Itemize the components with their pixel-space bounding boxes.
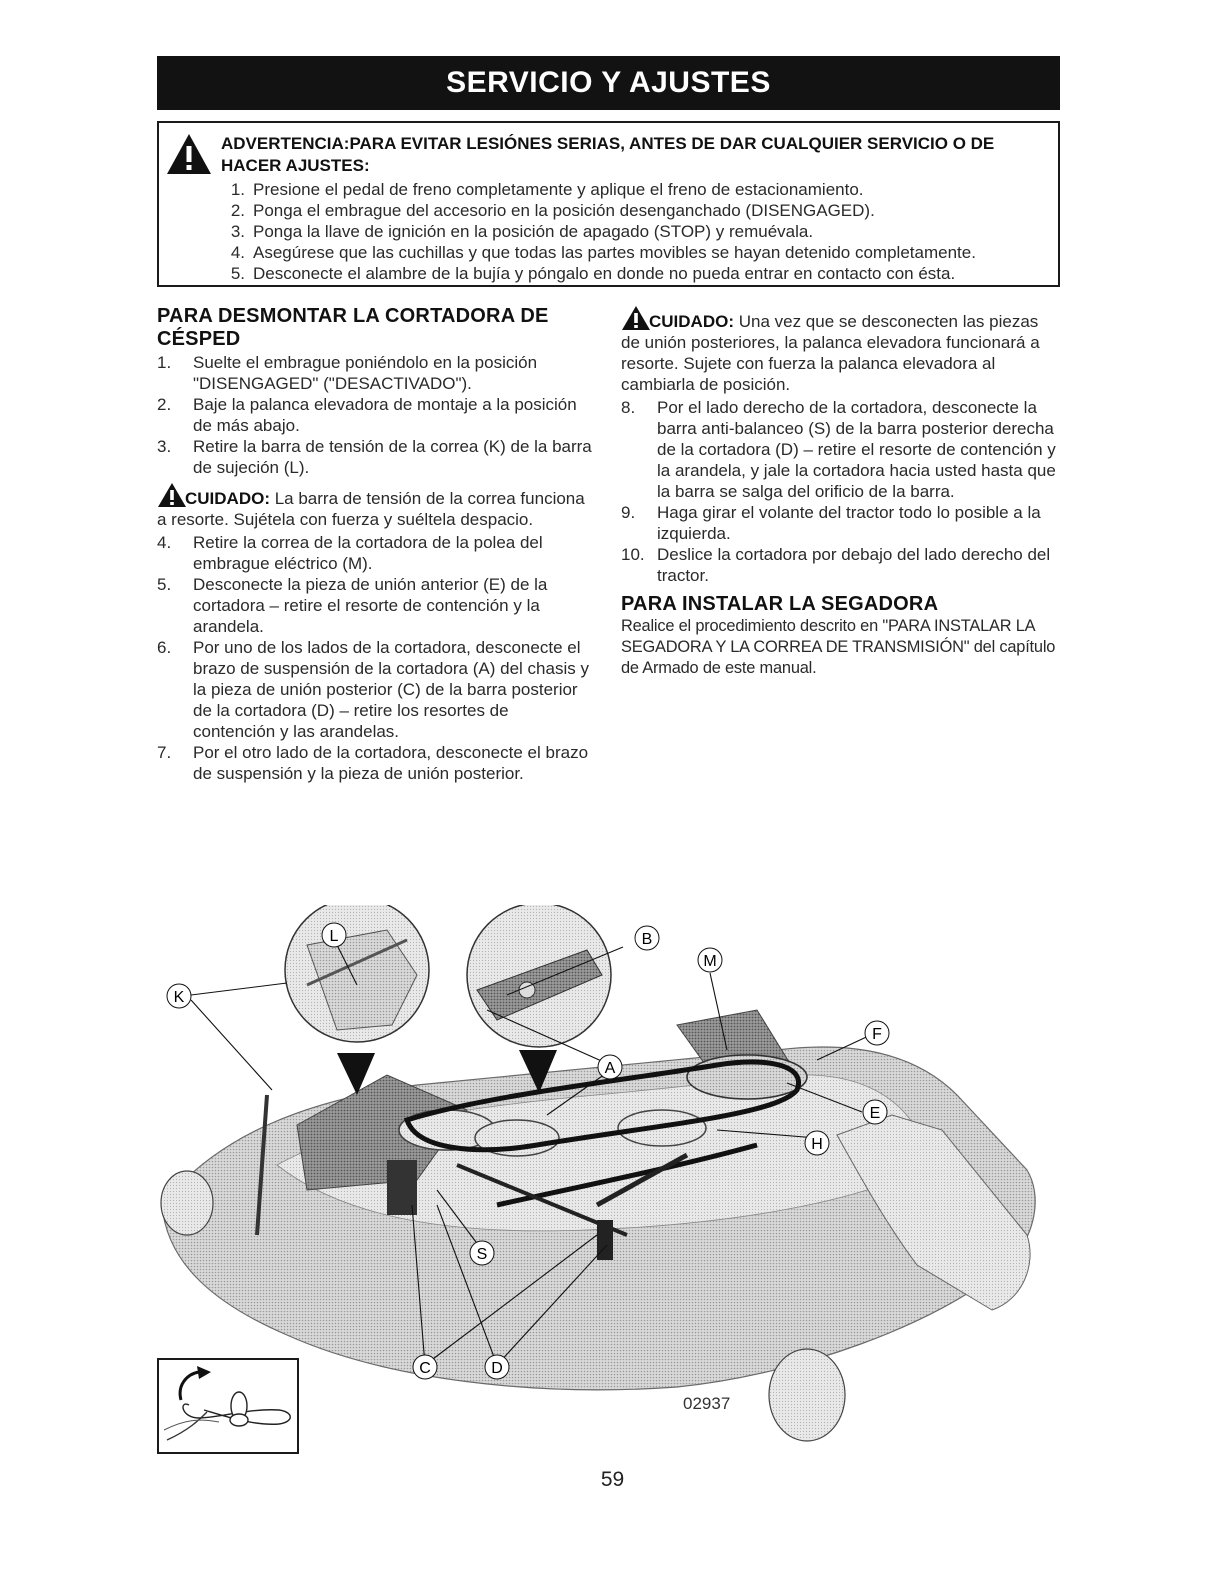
item-number: 2.: [230, 201, 245, 220]
front-left-wheel: [161, 1171, 213, 1235]
callout-A: [598, 1055, 622, 1079]
list-item: [621, 544, 1061, 586]
list-item: [157, 436, 594, 478]
list-item: [217, 200, 1057, 221]
step-number: 10.: [621, 545, 645, 564]
figure-code: 02937: [683, 1394, 731, 1413]
svg-text:L: L: [329, 928, 339, 945]
step-number: 6.: [157, 638, 172, 657]
svg-text:S: S: [476, 1246, 488, 1263]
list-item: [157, 352, 594, 394]
list-item: [157, 637, 594, 742]
page-title: SERVICIO Y AJUSTES: [157, 56, 1060, 110]
list-item: [157, 532, 594, 574]
svg-text:B: B: [641, 931, 653, 948]
step-number: 4.: [157, 533, 172, 552]
svg-text:F: F: [872, 1026, 882, 1043]
item-number: 1.: [230, 180, 245, 199]
step-text: Por el lado derecho de la cortadora, desconecte la barra anti-balanceo (S) de la barra posterior derecha de la cortadora (D) – retire el resorte de contención y la arandela, y jale la cortadora hacia usted hasta que la barra se salga del orificio de la barra.: [657, 398, 1056, 501]
step-text: Retire la barra de tensión de la correa (K) de la barra de sujeción (L).: [193, 437, 592, 477]
step-text: Suelte el embrague poniéndolo en la posición "DISENGAGED" ("DESACTIVADO").: [193, 353, 538, 393]
list-item: [217, 179, 1057, 200]
svg-text:A: A: [604, 1060, 616, 1077]
list-item: [217, 263, 1057, 284]
warning-triangle-icon: [166, 133, 212, 175]
page-number: 59: [600, 1468, 625, 1491]
list-item: [157, 742, 594, 784]
step-text: Por uno de los lados de la cortadora, desconecte el brazo de suspensión de la cortadora (A) del chasis y la pieza de unión posterior (C) de la barra posterior de la cortadora (D) – retire los resortes de contención y las arandelas.: [193, 638, 589, 741]
steps-list: [157, 352, 594, 478]
callout-E: [863, 1100, 887, 1124]
step-number: 5.: [157, 575, 172, 594]
left-column: [157, 305, 594, 784]
steps-list: [621, 397, 1061, 586]
retaining-spring-inset: [157, 1358, 299, 1454]
step-number: 7.: [157, 743, 172, 762]
caution-label: CUIDADO:: [185, 489, 270, 508]
svg-text:D: D: [491, 1360, 503, 1377]
right-column: [621, 305, 1061, 679]
caution-label: CUIDADO:: [649, 312, 734, 331]
step-text: Deslice la cortadora por debajo del lado derecho del tractor.: [657, 545, 1051, 585]
warning-triangle-icon: [621, 305, 651, 331]
front-right-wheel: [769, 1349, 845, 1441]
step-text: Haga girar el volante del tractor todo lo posible a la izquierda.: [657, 503, 1041, 543]
step-number: 1.: [157, 353, 172, 372]
item-number: 5.: [230, 264, 245, 283]
callout-F: [865, 1021, 889, 1045]
step-number: 2.: [157, 395, 172, 414]
step-text: Retire la correa de la cortadora de la polea del embrague eléctrico (M).: [193, 533, 543, 573]
caution-note: [621, 305, 1061, 395]
list-item: [217, 221, 1057, 242]
warning-triangle-icon: [157, 482, 187, 508]
callout-H: [805, 1131, 829, 1155]
item-text: Presione el pedal de freno completamente y aplique el freno de estacionamiento.: [253, 180, 864, 199]
step-number: 3.: [157, 437, 172, 456]
callout-B: [635, 926, 659, 950]
warning-title: ADVERTENCIA:PARA EVITAR LESIÓNES SERIAS, ANTES DE DAR CUALQUIER SERVICIO O DE HACER AJUSTES:: [221, 134, 995, 175]
caution-note: [157, 482, 594, 530]
item-text: Ponga el embrague del accesorio en la posición desenganchado (DISENGAGED).: [253, 201, 875, 220]
svg-text:C: C: [419, 1360, 431, 1377]
step-text: Por el otro lado de la cortadora, desconecte el brazo de suspensión y la pieza de unión posterior.: [193, 743, 589, 783]
list-item: [157, 394, 594, 436]
section-heading-install: PARA INSTALAR LA SEGADORA: [621, 593, 939, 615]
item-text: Desconecte el alambre de la bujía y póngalo en donde no pueda entrar en contacto con ésta.: [253, 264, 956, 283]
section-heading-remove: PARA DESMONTAR LA CORTADORA DE CÉSPED: [157, 305, 549, 350]
item-text: Asegúrese que las cuchillas y que todas las partes movibles se hayan detenido completamente.: [253, 243, 976, 262]
callout-C: [413, 1355, 437, 1379]
step-text: Desconecte la pieza de unión anterior (E) de la cortadora – retire el resorte de contención y la arandela.: [193, 575, 548, 636]
list-item: [157, 574, 594, 637]
steps-list: [157, 532, 594, 784]
callout-K: [167, 984, 191, 1008]
step-number: 8.: [621, 398, 636, 417]
warning-list: [217, 179, 1057, 284]
warning-box: [157, 121, 1060, 287]
retaining-spring-icon: [159, 1360, 297, 1452]
step-text: Baje la palanca elevadora de montaje a la posición de más abajo.: [193, 395, 577, 435]
svg-text:H: H: [811, 1136, 823, 1153]
callout-L: [322, 923, 346, 947]
callout-D: [485, 1355, 509, 1379]
svg-text:M: M: [703, 953, 717, 970]
svg-text:K: K: [173, 989, 185, 1006]
install-text: Realice el procedimiento descrito en "PARA INSTALAR LA SEGADORA Y LA CORREA DE TRANSMISIÓN" del capítulo de Armado de este manual.: [621, 617, 1056, 677]
item-number: 4.: [230, 243, 245, 262]
item-text: Ponga la llave de ignición en la posición de apagado (STOP) y remuévala.: [253, 222, 814, 241]
svg-text:E: E: [869, 1105, 881, 1122]
callout-S: [470, 1241, 494, 1265]
list-item: [217, 242, 1057, 263]
caution-text: Una vez que se desconecten las piezas de unión posteriores, la palanca elevadora funcionará a resorte. Sujete con fuerza la palanca elevadora al cambiarla de posición.: [621, 312, 1040, 394]
list-item: [621, 397, 1061, 502]
caution-text: La barra de tensión de la correa funciona a resorte. Sujétela con fuerza y suéltela despacio.: [157, 489, 585, 529]
step-number: 9.: [621, 503, 636, 522]
callout-M: [698, 948, 722, 972]
item-number: 3.: [230, 222, 245, 241]
list-item: [621, 502, 1061, 544]
